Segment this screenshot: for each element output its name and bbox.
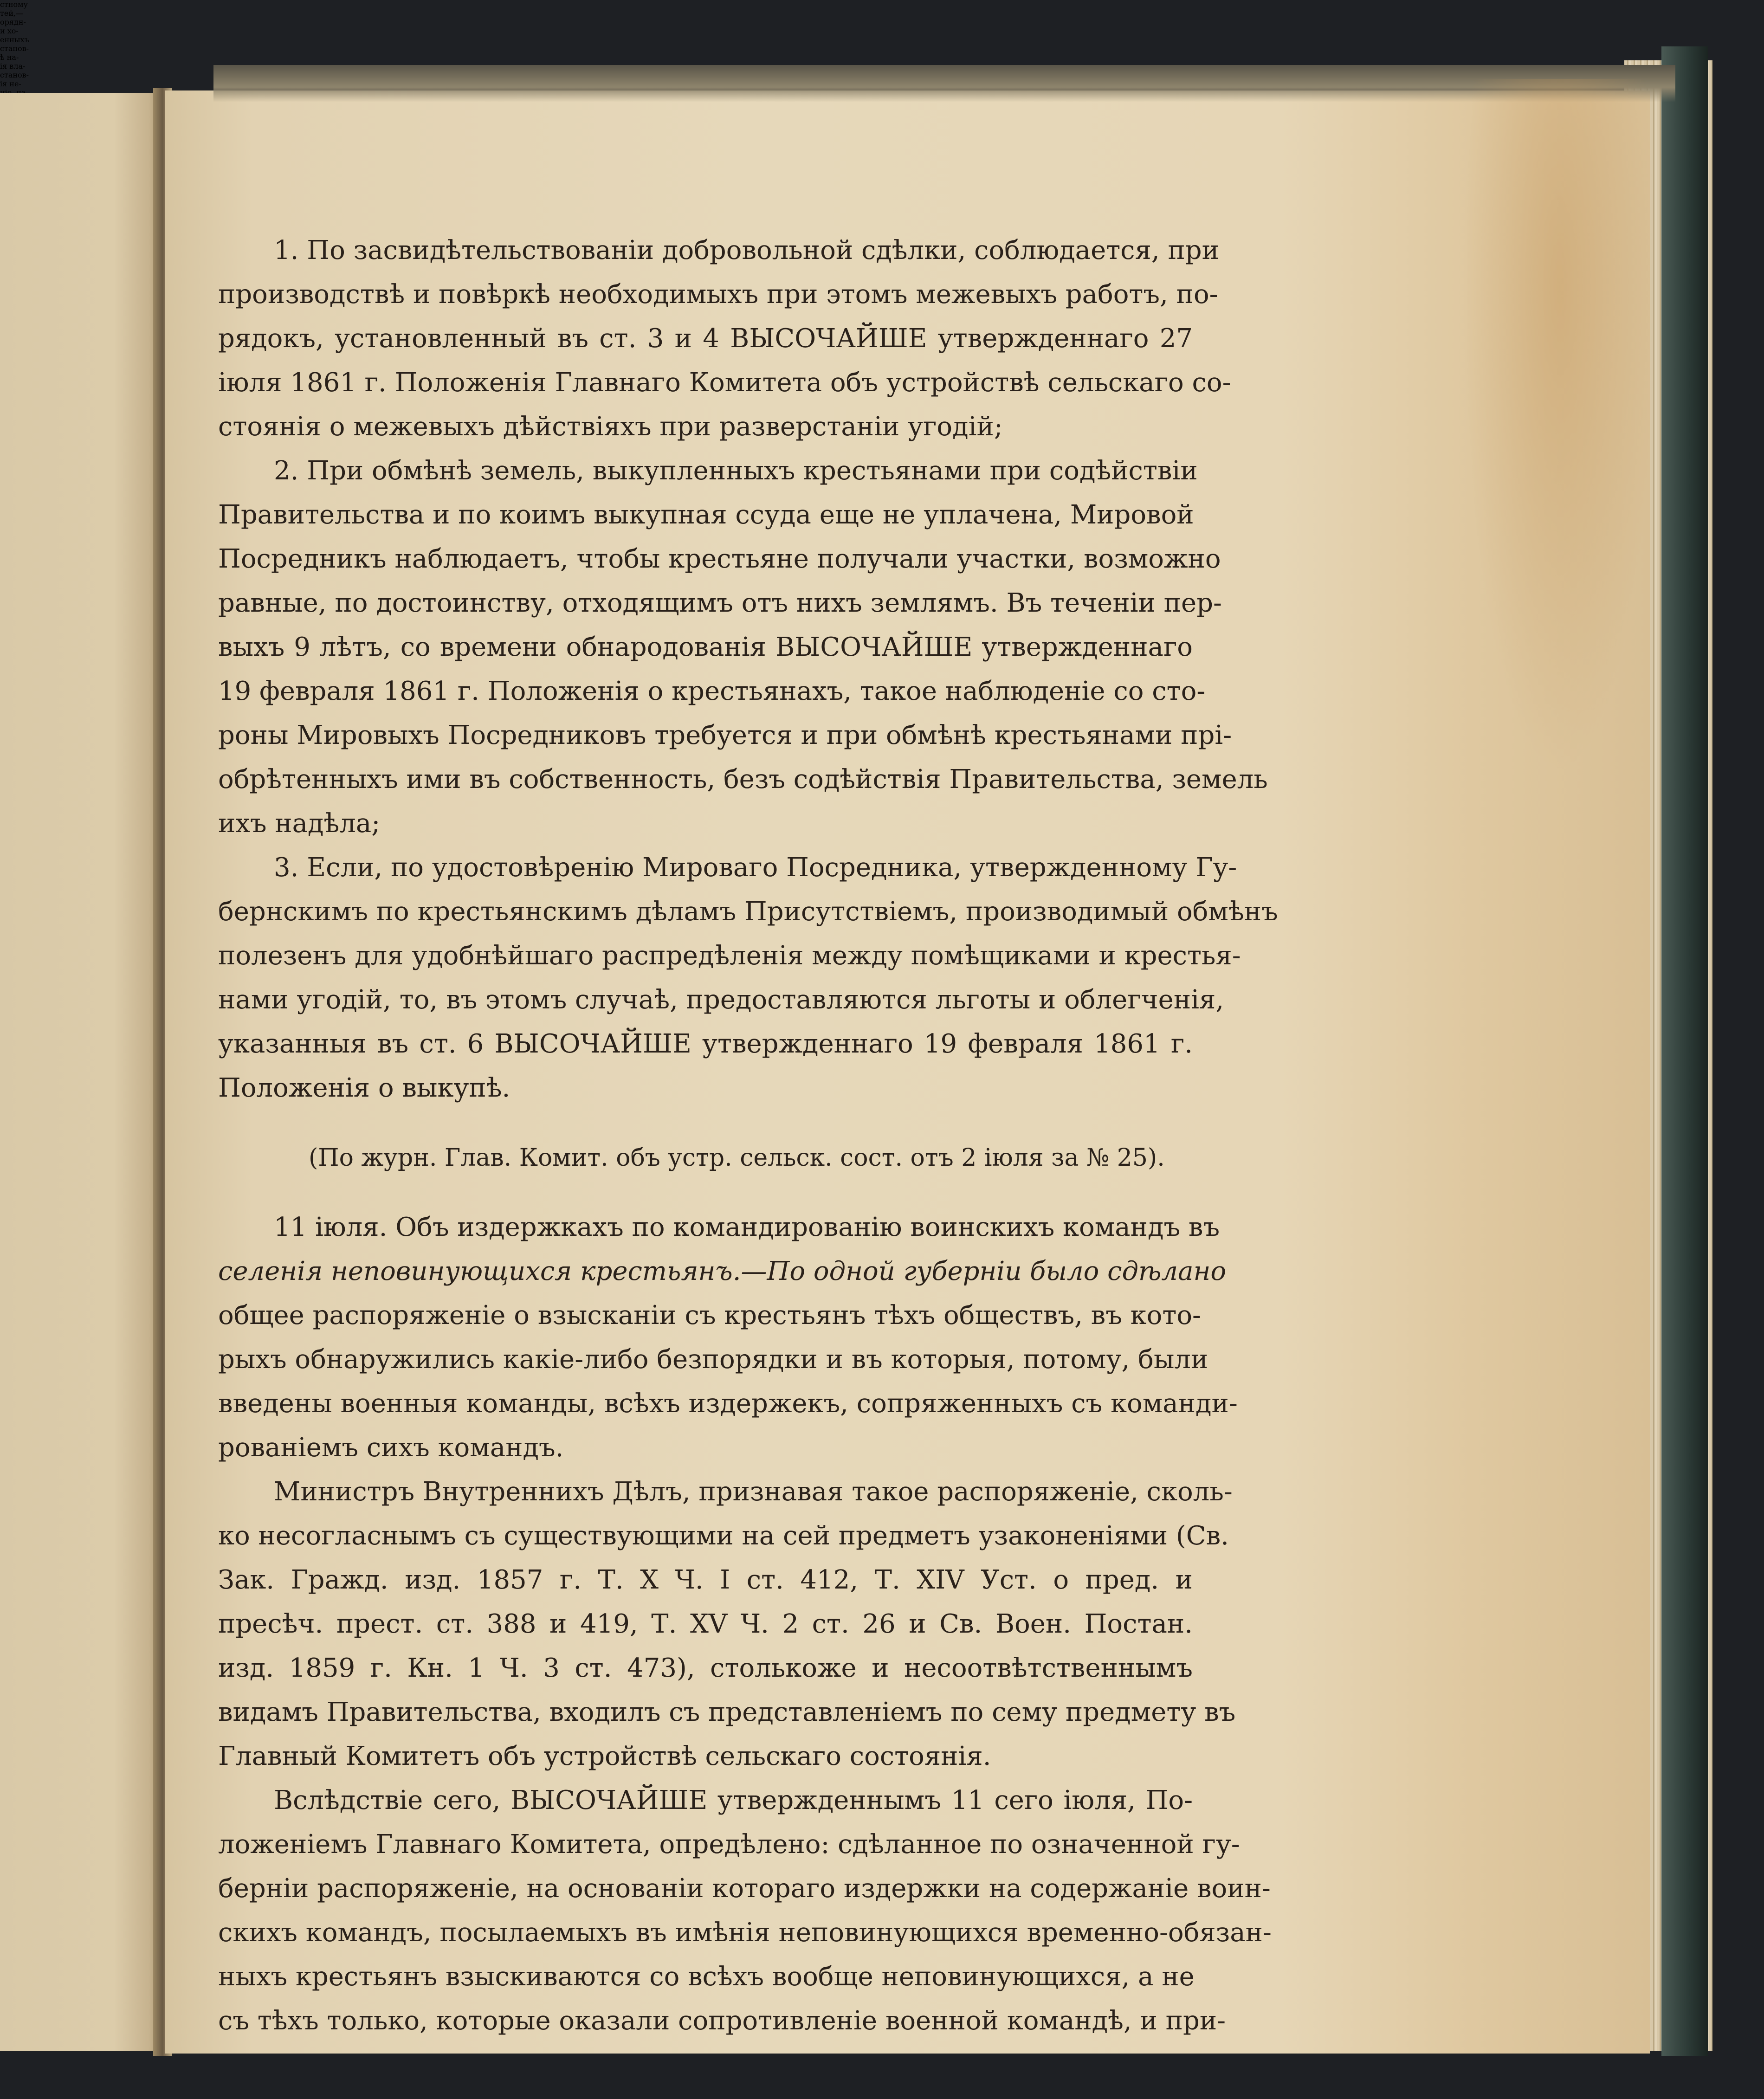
paragraph-line: роны Мировыхъ Посредниковъ требуется и при обмѣнѣ крестьянами прі- xyxy=(218,720,1232,750)
paragraph-line: производствѣ и повѣркѣ необходимыхъ при этомъ межевыхъ работъ, по- xyxy=(218,279,1218,310)
left-line: станов- xyxy=(0,44,29,53)
paragraph-line: ныхъ крестьянъ взыскиваются со всѣхъ вообще неповинующихся, а не xyxy=(218,1962,1195,1992)
paper-stain xyxy=(1462,79,1657,775)
paragraph-line: съ тѣхъ только, которые оказали сопротивленіе военной командѣ, и при- xyxy=(218,2006,1226,2036)
paragraph-line: полезенъ для удобнѣйшаго распредѣленія между помѣщиками и крестья- xyxy=(218,941,1241,971)
paragraph-line: 2. При обмѣнѣ земель, выкупленныхъ крестьянами при содѣйствіи xyxy=(274,456,1198,486)
paragraph-line: Зак. Гражд. изд. 1857 г. Т. X Ч. I ст. 412, Т. XIV Уст. о пред. и xyxy=(218,1565,1193,1595)
paragraph-line: рядокъ, установленный въ ст. 3 и 4 ВЫСОЧАЙШЕ утвержденнаго 27 xyxy=(218,323,1193,354)
book-cover xyxy=(1661,46,1708,2056)
paragraph-line: ко несогласнымъ съ существующими на сей предметъ узаконеніями (Св. xyxy=(218,1521,1229,1551)
top-shadow xyxy=(213,65,1675,102)
paragraph-line: берніи распоряженіе, на основаніи котораго издержки на содержаніе воин- xyxy=(218,1873,1271,1904)
paragraph-line: Вслѣдствіе сего, ВЫСОЧАЙШЕ утвержденнымъ 11 сего іюля, По- xyxy=(274,1785,1193,1815)
paragraph-line: ложеніемъ Главнаго Комитета, опредѣлено: сдѣланное по означенной гу- xyxy=(218,1829,1240,1860)
paragraph-line: селенія неповинующихся крестьянъ.—По одной губерніи было сдѣлано xyxy=(218,1256,1227,1286)
paragraph-line: 19 февраля 1861 г. Положенія о крестьянахъ, такое наблюденіе со сто- xyxy=(218,676,1206,706)
source-citation: (По журн. Глав. Комит. объ устр. сельск. сост. отъ 2 іюля за № 25). xyxy=(309,1144,1165,1172)
paragraph-line: 3. Если, по удостовѣренію Мироваго Посредника, утвержденному Гу- xyxy=(274,853,1237,883)
paragraph-line: іюля 1861 г. Положенія Главнаго Комитета объ устройствѣ сельскаго со- xyxy=(218,368,1231,398)
left-line: и хо- xyxy=(0,26,19,35)
paragraph-line: равные, по достоинству, отходящимъ отъ нихъ землямъ. Въ теченіи пер- xyxy=(218,588,1222,618)
paragraph-line: Положенія о выкупѣ. xyxy=(218,1073,510,1103)
paragraph-line: скихъ командъ, посылаемыхъ въ имѣнія неповинующихся временно-обязан- xyxy=(218,1918,1272,1948)
left-line: орядн- xyxy=(0,18,26,26)
left-line: ія вла- xyxy=(0,62,26,71)
paragraph-line: указанныя въ ст. 6 ВЫСОЧАЙШЕ утвержденнаго 19 февраля 1861 г. xyxy=(218,1029,1193,1059)
paragraph-line: нами угодій, то, въ этомъ случаѣ, предоставляются льготы и облегченія, xyxy=(218,985,1224,1015)
paragraph-line: ихъ надѣла; xyxy=(218,808,381,839)
paragraph-line: видамъ Правительства, входилъ съ представленіемъ по сему предмету въ xyxy=(218,1697,1236,1727)
left-line: тей,— xyxy=(0,9,24,18)
paragraph-line: Посредникъ наблюдаетъ, чтобы крестьяне получали участки, возможно xyxy=(218,544,1221,574)
paragraph-line: Главный Комитетъ объ устройствѣ сельскаго состоянія. xyxy=(218,1741,991,1771)
left-page xyxy=(0,93,162,2051)
left-line: ѣ на- xyxy=(0,53,19,62)
paragraph-line: Министръ Внутреннихъ Дѣлъ, признавая такое распоряженіе, сколь- xyxy=(274,1477,1233,1507)
paragraph-line: пресѣч. прест. ст. 388 и 419, Т. XV Ч. 2 ст. 26 и Св. Воен. Постан. xyxy=(218,1609,1193,1639)
left-line: станов- xyxy=(0,71,29,79)
paragraph-line: 11 іюля. Объ издержкахъ по командированію воинскихъ командъ въ xyxy=(274,1212,1220,1242)
paragraph-line: 1. По засвидѣтельствованіи добровольной сдѣлки, соблюдается, при xyxy=(274,235,1219,265)
paragraph-line: общее распоряженіе о взысканіи съ крестьянъ тѣхъ обществъ, въ кото- xyxy=(218,1300,1201,1330)
paragraph-line: выхъ 9 лѣтъ, со времени обнародованія ВЫСОЧАЙШЕ утвержденнаго xyxy=(218,632,1193,662)
paragraph-line: Правительства и по коимъ выкупная ссуда еще не уплачена, Мировой xyxy=(218,500,1194,530)
paragraph-line: бернскимъ по крестьянскимъ дѣламъ Присутствіемъ, производимый обмѣнъ xyxy=(218,897,1278,927)
paragraph-line: изд. 1859 г. Кн. 1 Ч. 3 ст. 473), столькоже и несоотвѣтственнымъ xyxy=(218,1653,1193,1683)
left-line: енныхъ xyxy=(0,35,29,44)
paragraph-line: рованіемъ сихъ командъ. xyxy=(218,1433,564,1463)
paragraph-line: введены военныя команды, всѣхъ издержекъ, сопряженныхъ съ команди- xyxy=(218,1389,1238,1419)
paragraph-line: рыхъ обнаружились какіе-либо безпорядки и въ которыя, потому, были xyxy=(218,1344,1208,1375)
left-line: ія не- xyxy=(0,79,21,88)
left-line: стному xyxy=(0,0,28,9)
paragraph-line: стоянія о межевыхъ дѣйствіяхъ при разверстаніи угодій; xyxy=(218,412,1003,442)
paragraph-line: обрѣтенныхъ ими въ собственность, безъ содѣйствія Правительства, земель xyxy=(218,764,1268,794)
